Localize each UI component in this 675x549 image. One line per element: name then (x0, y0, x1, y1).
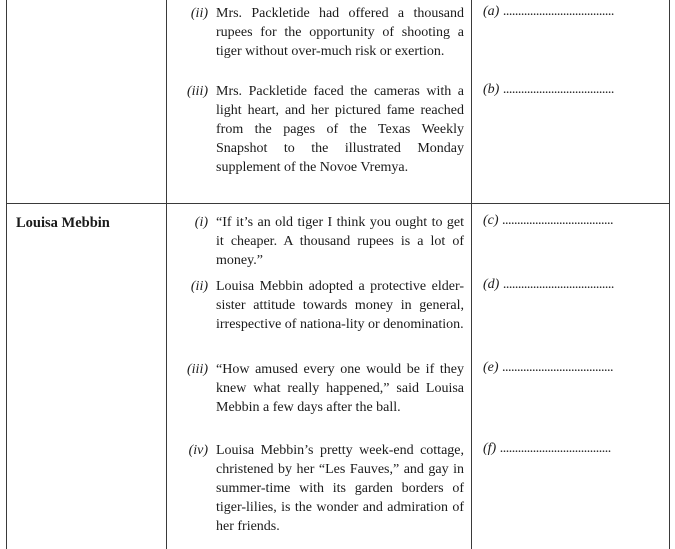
answer-blank-d[interactable]: (d) ..................................... (483, 277, 614, 292)
item-text: “How amused every one would be if they knew what really happened,” said Louisa Mebbin a few days after the ball. (216, 362, 464, 415)
row-divider (6, 203, 670, 204)
character-trait-table (6, 0, 670, 549)
item-number: (ii) (190, 279, 208, 294)
answer-blank-b[interactable]: (b) ..................................... (483, 82, 614, 97)
character-name: Louisa Mebbin (16, 215, 110, 231)
answer-blank-e[interactable]: (e) ..................................... (483, 360, 614, 375)
answer-blank-c[interactable]: (c) ..................................... (483, 213, 614, 228)
item-text: Louisa Mebbin’s pretty week-end cottage, christened by her “Les Fauves,” and gay in summer-time with its garden borders of tiger-lilies, is the wonder and admiration of her friends. (216, 443, 464, 534)
item-text: “If it’s an old tiger I think you ought to get it cheaper. A thousand rupees is a lot of money.” (216, 215, 464, 268)
answer-blank-f[interactable]: (f) ..................................... (483, 441, 611, 456)
item-text: Louisa Mebbin adopted a protective elder-sister attitude towards money in general, irrespective of nationa-lity or denomination. (216, 279, 464, 332)
item-number: (iv) (188, 443, 208, 458)
answer-blank-a[interactable]: (a) ..................................... (483, 4, 614, 19)
item-number: (iii) (187, 362, 208, 377)
item-number: (i) (194, 215, 208, 230)
table-border-left (6, 0, 7, 549)
item-number: (ii) (190, 6, 208, 21)
item-number: (iii) (187, 84, 208, 99)
column-divider-2 (471, 0, 472, 549)
table-border-right (669, 0, 670, 549)
item-text: Mrs. Packletide had offered a thousand rupees for the opportunity of shooting a tiger without over-much risk or exertion. (216, 6, 464, 59)
item-text: Mrs. Packletide faced the cameras with a light heart, and her pictured fame reached from the pages of the Texas Weekly Snapshot to the illustrated Monday supplement of the Novoe Vremya. (216, 84, 464, 175)
